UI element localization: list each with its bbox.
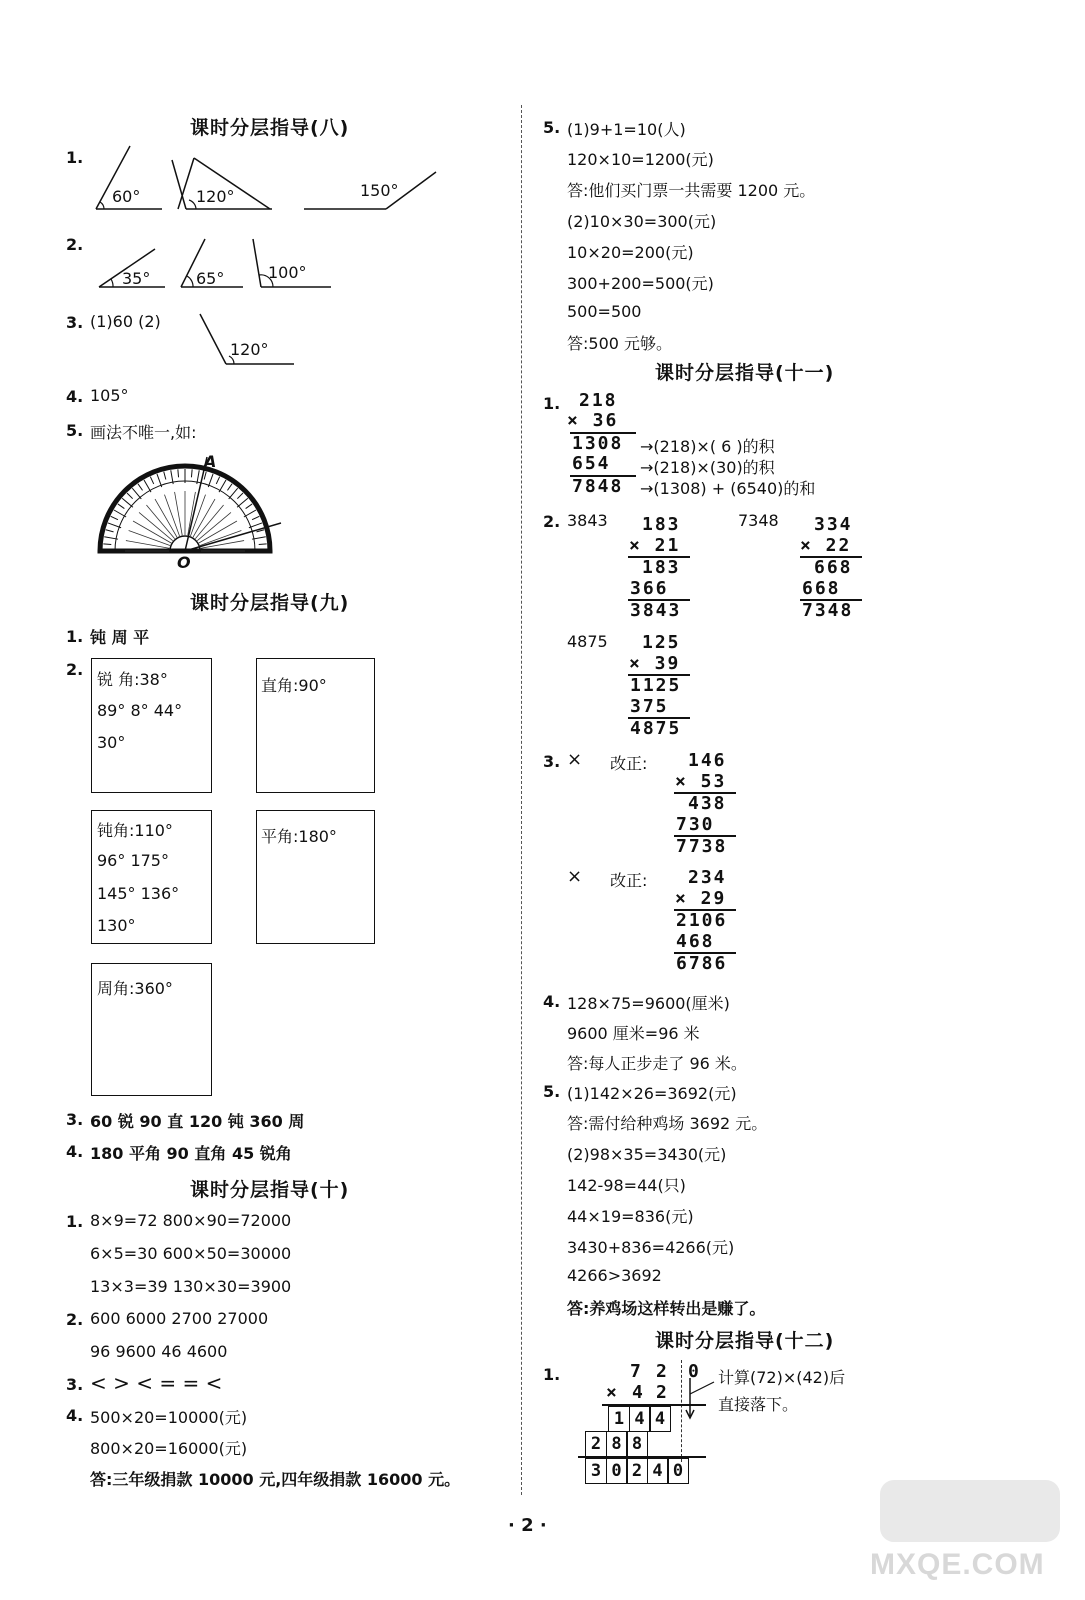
- answer-line: 答:每人正步走了 96 米。: [567, 1054, 747, 1073]
- calc-line: 218: [579, 390, 618, 411]
- answer-text: 钝 周 平: [90, 628, 150, 647]
- calc-line: × 39: [629, 653, 681, 674]
- digit-cell: 4: [649, 1406, 671, 1432]
- answer-text: (1)60 (2): [90, 312, 161, 331]
- answer-line: 答:养鸡场这样转出是赚了。: [567, 1299, 766, 1318]
- calc-line: 468: [676, 931, 715, 952]
- question-number: 2.: [66, 235, 84, 254]
- answer-line: 10×20=200(元): [567, 243, 694, 262]
- calc-line: 183: [642, 514, 681, 535]
- page-number: · 2 ·: [508, 1515, 547, 1536]
- angle-label: 60°: [112, 187, 141, 206]
- answer-text: < > < = = <: [90, 1371, 223, 1395]
- question-number: 1.: [66, 1212, 84, 1231]
- answer-line: 13×3=39 130×30=3900: [90, 1277, 292, 1296]
- answer-line: (2)98×35=3430(元): [567, 1145, 727, 1164]
- answer-text: 7348: [738, 511, 779, 530]
- angle-label: 100°: [268, 263, 307, 282]
- answer-line: (1)9+1=10(人): [567, 120, 686, 139]
- digit-cell: 0: [667, 1458, 689, 1484]
- correction-label: 改正:: [610, 754, 648, 773]
- calc-line: 668: [802, 578, 841, 599]
- digit: 7: [630, 1361, 643, 1382]
- digit-cell: 2: [585, 1431, 607, 1457]
- answer-line: 6×5=30 600×50=30000: [90, 1244, 292, 1263]
- calc-line: 7348: [802, 600, 854, 621]
- digit-cell: 2: [626, 1458, 648, 1484]
- calc-line: × 21: [629, 535, 681, 556]
- digit: 2: [656, 1382, 669, 1403]
- calc-line: 1125: [630, 675, 682, 696]
- box-line: 周角:360°: [97, 979, 173, 998]
- digit-cell: 4: [629, 1406, 651, 1432]
- arrow-down-icon: [686, 1378, 716, 1422]
- correction-label: 改正:: [610, 871, 648, 890]
- answer-line: 128×75=9600(厘米): [567, 994, 730, 1013]
- question-number: 4.: [66, 1406, 84, 1425]
- calc-line: 1308: [572, 433, 624, 454]
- calc-line: 334: [814, 514, 853, 535]
- calc-line: 183: [642, 557, 681, 578]
- note-line: 直接落下。: [718, 1395, 799, 1414]
- calc-line: 234: [688, 867, 727, 888]
- question-number: 3.: [66, 1375, 84, 1394]
- calc-line: 6786: [676, 953, 728, 974]
- calc-line: 438: [688, 793, 727, 814]
- calc-note: →(218)×( 6 )的积: [640, 437, 775, 456]
- watermark-logo: [880, 1480, 1060, 1542]
- angle-label: 35°: [122, 269, 151, 288]
- answer-line: 600 6000 2700 27000: [90, 1309, 269, 1328]
- question-number: 5.: [543, 118, 561, 137]
- box-line: 钝角:110°: [97, 821, 173, 840]
- note-line: 计算(72)×(42)后: [718, 1368, 846, 1387]
- wrong-mark: ×: [567, 749, 583, 770]
- answer-line: 44×19=836(元): [567, 1207, 694, 1226]
- digit-cell: 0: [606, 1458, 628, 1484]
- point-label-a: A: [204, 452, 217, 471]
- partial-product-row-2: [585, 1431, 647, 1457]
- angle-label: 65°: [196, 269, 225, 288]
- question-number: 4.: [543, 992, 561, 1011]
- section-9-title: 课时分层指导(九): [190, 592, 350, 614]
- question-number: 5.: [66, 421, 84, 440]
- answer-line: 300+200=500(元): [567, 274, 714, 293]
- point-label-o: O: [177, 553, 191, 572]
- answer-line: 8×9=72 800×90=72000: [90, 1211, 292, 1230]
- calc-line: 366: [630, 578, 669, 599]
- calc-line: × 22: [800, 535, 852, 556]
- answer-line: (2)10×30=300(元): [567, 212, 717, 231]
- answer-text: 180 平角 90 直角 45 锐角: [90, 1144, 292, 1163]
- calc-line: 730: [676, 814, 715, 835]
- question-number: 1.: [543, 394, 561, 413]
- question-number: 2.: [543, 512, 561, 531]
- answer-text: 3843: [567, 511, 608, 530]
- answer-line: 800×20=16000(元): [90, 1439, 248, 1458]
- answer-line: 500×20=10000(元): [90, 1408, 248, 1427]
- partial-product-row-1: [608, 1406, 670, 1432]
- answer-line: 120×10=1200(元): [567, 150, 714, 169]
- question-number: 1.: [66, 148, 84, 167]
- calc-line: 375: [630, 696, 669, 717]
- answer-line: 96 9600 46 4600: [90, 1342, 228, 1361]
- protractor-icon: [95, 455, 285, 560]
- box-line: 130°: [97, 916, 136, 935]
- digit: ×: [606, 1382, 619, 1403]
- section-8-title: 课时分层指导(八): [190, 117, 350, 139]
- box-line: 锐 角:38°: [97, 670, 168, 689]
- box-line: 145° 136°: [97, 884, 180, 903]
- calc-line: 654: [572, 453, 611, 474]
- digit-cell: 3: [585, 1458, 607, 1484]
- answer-line: 500=500: [567, 302, 642, 321]
- section-10-title: 课时分层指导(十): [190, 1179, 350, 1201]
- calc-line: 668: [814, 557, 853, 578]
- watermark-text: MXQE.COM: [870, 1548, 1045, 1581]
- product-row: [585, 1458, 688, 1484]
- digit-cell: 8: [606, 1431, 628, 1457]
- question-number: 1.: [66, 627, 84, 646]
- question-number: 4.: [66, 1142, 84, 1161]
- answer-text: 60 锐 90 直 120 钝 360 周: [90, 1112, 305, 1131]
- question-number: 3.: [543, 752, 561, 771]
- calc-line: × 29: [675, 888, 727, 909]
- answer-line: 3430+836=4266(元): [567, 1238, 735, 1257]
- answer-line: 4266>3692: [567, 1266, 662, 1285]
- calc-line: 3843: [630, 600, 682, 621]
- calc-line: 7848: [572, 476, 624, 497]
- question-number: 5.: [543, 1082, 561, 1101]
- answer-text: 105°: [90, 386, 129, 405]
- answer-line: 答:500 元够。: [567, 334, 673, 353]
- calc-line: 146: [688, 750, 727, 771]
- answer-line: 答:需付给种鸡场 3692 元。: [567, 1114, 768, 1133]
- calc-line: 4875: [630, 718, 682, 739]
- calc-line: 7738: [676, 836, 728, 857]
- section-11-title: 课时分层指导(十一): [655, 362, 835, 384]
- question-number: 1.: [543, 1365, 561, 1384]
- box-line: 96° 175°: [97, 851, 169, 870]
- answer-line: 9600 厘米=96 米: [567, 1024, 700, 1043]
- answer-line: 142-98=44(只): [567, 1176, 686, 1195]
- angle-label: 120°: [230, 340, 269, 359]
- question-number: 2.: [66, 1310, 84, 1329]
- box-line: 30°: [97, 733, 126, 752]
- question-number: 4.: [66, 387, 84, 406]
- calc-line: × 53: [675, 771, 727, 792]
- box-line: 平角:180°: [261, 827, 337, 846]
- calc-line: 2106: [676, 910, 728, 931]
- box-line: 直角:90°: [261, 676, 327, 695]
- question-number: 3.: [66, 313, 84, 332]
- digit: 4: [632, 1382, 645, 1403]
- section-12-title: 课时分层指导(十二): [655, 1330, 835, 1352]
- digit-cell: 1: [608, 1406, 630, 1432]
- calc-note: →(218)×(30)的积: [640, 458, 775, 477]
- divider-dashed: [681, 1360, 682, 1462]
- question-number: 2.: [66, 660, 84, 679]
- answer-line: 答:他们买门票一共需要 1200 元。: [567, 181, 816, 200]
- digit-cell: 8: [626, 1431, 648, 1457]
- angle-label: 150°: [360, 181, 399, 200]
- digit: 2: [656, 1361, 669, 1382]
- calc-line: 125: [642, 632, 681, 653]
- wrong-mark: ×: [567, 866, 583, 887]
- box-line: 89° 8° 44°: [97, 701, 183, 720]
- question-number: 3.: [66, 1110, 84, 1129]
- digit: 0: [688, 1361, 701, 1382]
- calc-note: →(1308) + (6540)的和: [640, 479, 816, 498]
- answer-line: (1)142×26=3692(元): [567, 1084, 737, 1103]
- digit-cell: 4: [647, 1458, 669, 1484]
- answer-line: 答:三年级捐款 10000 元,四年级捐款 16000 元。: [90, 1470, 461, 1489]
- column-divider: [521, 105, 522, 1495]
- calc-line: × 36: [567, 410, 619, 431]
- angle-label: 120°: [196, 187, 235, 206]
- answer-text: 4875: [567, 632, 608, 651]
- answer-text: 画法不唯一,如:: [90, 423, 197, 442]
